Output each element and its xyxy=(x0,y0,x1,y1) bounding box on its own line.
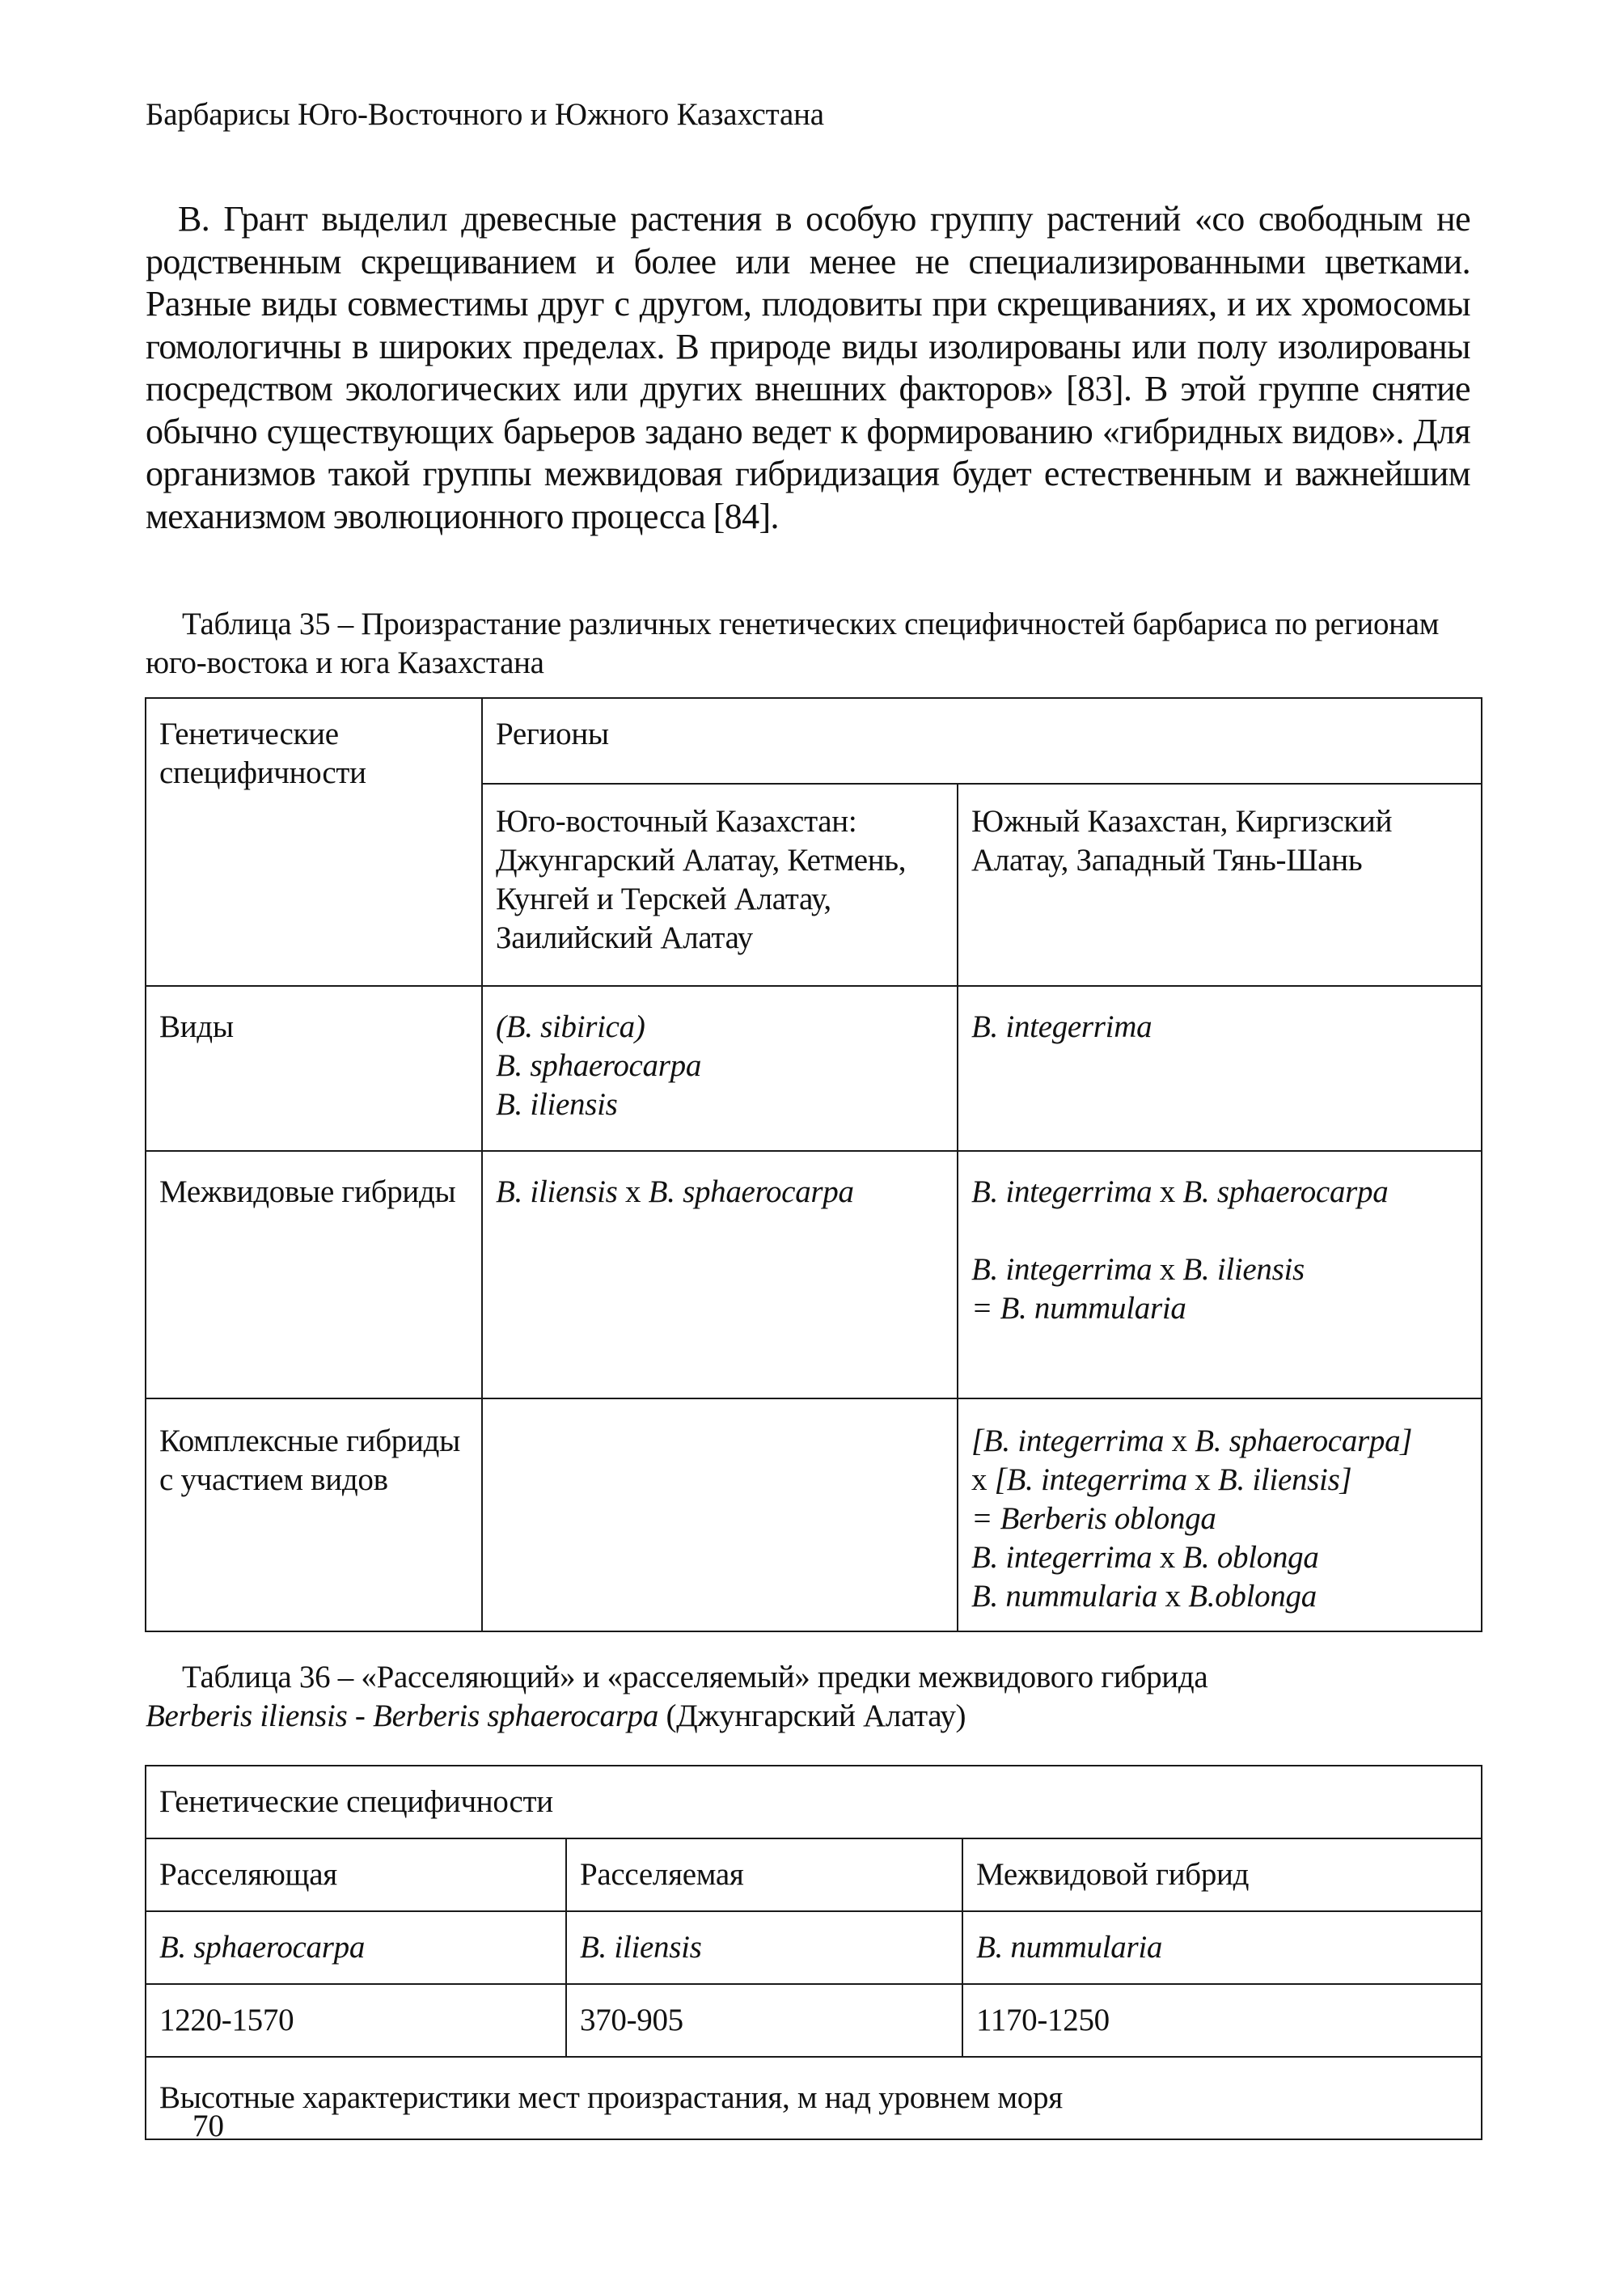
species-line: B. integerrima xyxy=(971,1009,1152,1044)
species-line: (B. sibirica) xyxy=(496,1009,645,1044)
table36-altitude-row xyxy=(146,1984,1482,2057)
species-line: B. sphaerocarpa xyxy=(496,1048,702,1083)
table36-caption-species: Berberis iliensis - Berberis sphaerocarpa xyxy=(146,1699,659,1733)
species-line: [B. integerrima x B. sphaerocarpa] xyxy=(971,1424,1413,1458)
species-line: B. iliensis x B. sphaerocarpa xyxy=(496,1174,854,1209)
table36-columns-row xyxy=(146,1838,1482,1911)
species-line: B. integerrima x B. iliensis xyxy=(971,1252,1305,1287)
table36-species-row xyxy=(146,1911,1482,1984)
species-line: B. integerrima x B. oblonga xyxy=(971,1540,1319,1575)
species-dispersed: B. iliensis xyxy=(566,1911,962,1984)
table36-footer: Высотные характеристики мест произрастания, м над уровнем моря xyxy=(146,2057,1482,2139)
column-dispersing: Расселяющая xyxy=(146,1838,566,1911)
table35-header-specificities: Генетические специфичности xyxy=(146,698,482,986)
cross-operator: x xyxy=(1152,1174,1183,1209)
cross-operator: x xyxy=(1152,1252,1183,1287)
table36-caption-suffix: (Джунгарский Алатау) xyxy=(666,1699,966,1733)
table36-header: Генетические специфичности xyxy=(146,1766,1482,1838)
species-line: x [B. integerrima x B. iliensis] xyxy=(971,1462,1352,1497)
species-line: B. nummularia x B.oblonga xyxy=(971,1579,1317,1614)
cell-south xyxy=(958,1398,1482,1631)
table35-header-row xyxy=(146,698,1482,784)
cross-operator: x xyxy=(971,1462,995,1497)
table35 xyxy=(145,697,1482,1632)
running-head: Барбарисы Юго-Восточного и Южного Казахстана xyxy=(146,97,824,132)
altitude-hybrid: 1170-1250 xyxy=(962,1984,1482,2057)
column-hybrid: Межвидовой гибрид xyxy=(962,1838,1482,1911)
row-label: Виды xyxy=(146,986,482,1151)
cross-operator: x xyxy=(1186,1462,1218,1497)
cross-operator: x xyxy=(617,1174,649,1209)
altitude-dispersed: 370-905 xyxy=(566,1984,962,2057)
species-dispersing: B. sphaerocarpa xyxy=(146,1911,566,1984)
species-line: B. iliensis xyxy=(496,1087,618,1122)
cell-southeast xyxy=(482,1151,958,1398)
cross-operator: x xyxy=(1157,1579,1189,1614)
column-dispersed: Расселяемая xyxy=(566,1838,962,1911)
table-row xyxy=(146,1398,1482,1631)
species-line: = Berberis oblonga xyxy=(971,1501,1216,1536)
cross-operator: x xyxy=(1152,1540,1183,1575)
body-paragraph: В. Грант выделил древесные растения в особую группу растений «со свободным не родственным скрещиванием и более или менее не специализированными цветками. Разные виды совместимы друг с другом, плодовиты при скрещиваниях, и их хромосомы гомологичны в широких пределах. В природе виды изолированы или полу изолированы посредством экологических или других внешних факторов» [83]. В этой группе снятие обычно существующих барьеров задано ведет к формированию «гибридных видов». Для организмов такой группы межвидовая гибридизация будет естественным и важнейшим механизмом эволюционного процесса [84]. xyxy=(146,199,1470,536)
table35-region-southeast: Юго-восточный Казахстан: Джунгарский Алатау, Кетмень, Кунгей и Терскей Алатау, Заилийский Алатау xyxy=(482,784,958,986)
table35-caption xyxy=(146,605,1480,683)
cell-southeast xyxy=(482,1398,958,1631)
cell-southeast xyxy=(482,986,958,1151)
row-label: Межвидовые гибриды xyxy=(146,1151,482,1398)
table35-caption-text: Таблица 35 – Произрастание различных генетических специфичностей барбариса по регионам юго-востока и юга Казахстана xyxy=(146,607,1440,680)
table-row xyxy=(146,986,1482,1151)
table35-header-regions: Регионы xyxy=(482,698,1482,784)
cell-south xyxy=(958,1151,1482,1398)
cross-operator: x xyxy=(1164,1424,1195,1458)
line-gap xyxy=(971,1212,1468,1250)
table-row xyxy=(146,1151,1482,1398)
cell-south xyxy=(958,986,1482,1151)
table36 xyxy=(145,1765,1482,2140)
table35-region-south: Южный Казахстан, Киргизский Алатау, Западный Тянь-Шань xyxy=(958,784,1482,986)
altitude-dispersing: 1220-1570 xyxy=(146,1984,566,2057)
table36-caption xyxy=(146,1658,1480,1736)
species-line: B. integerrima x B. sphaerocarpa xyxy=(971,1174,1389,1209)
species-hybrid: B. nummularia xyxy=(962,1911,1482,1984)
table36-caption-prefix: Таблица 36 – «Расселяющий» и «расселяемый» предки межвидового гибрида xyxy=(182,1660,1208,1694)
table36-header-row xyxy=(146,1766,1482,1838)
species-line: = B. nummularia xyxy=(971,1291,1186,1326)
table36-footer-row xyxy=(146,2057,1482,2139)
page-number: 70 xyxy=(192,2109,224,2143)
row-label: Комплексные гибриды с участием видов xyxy=(146,1398,482,1631)
